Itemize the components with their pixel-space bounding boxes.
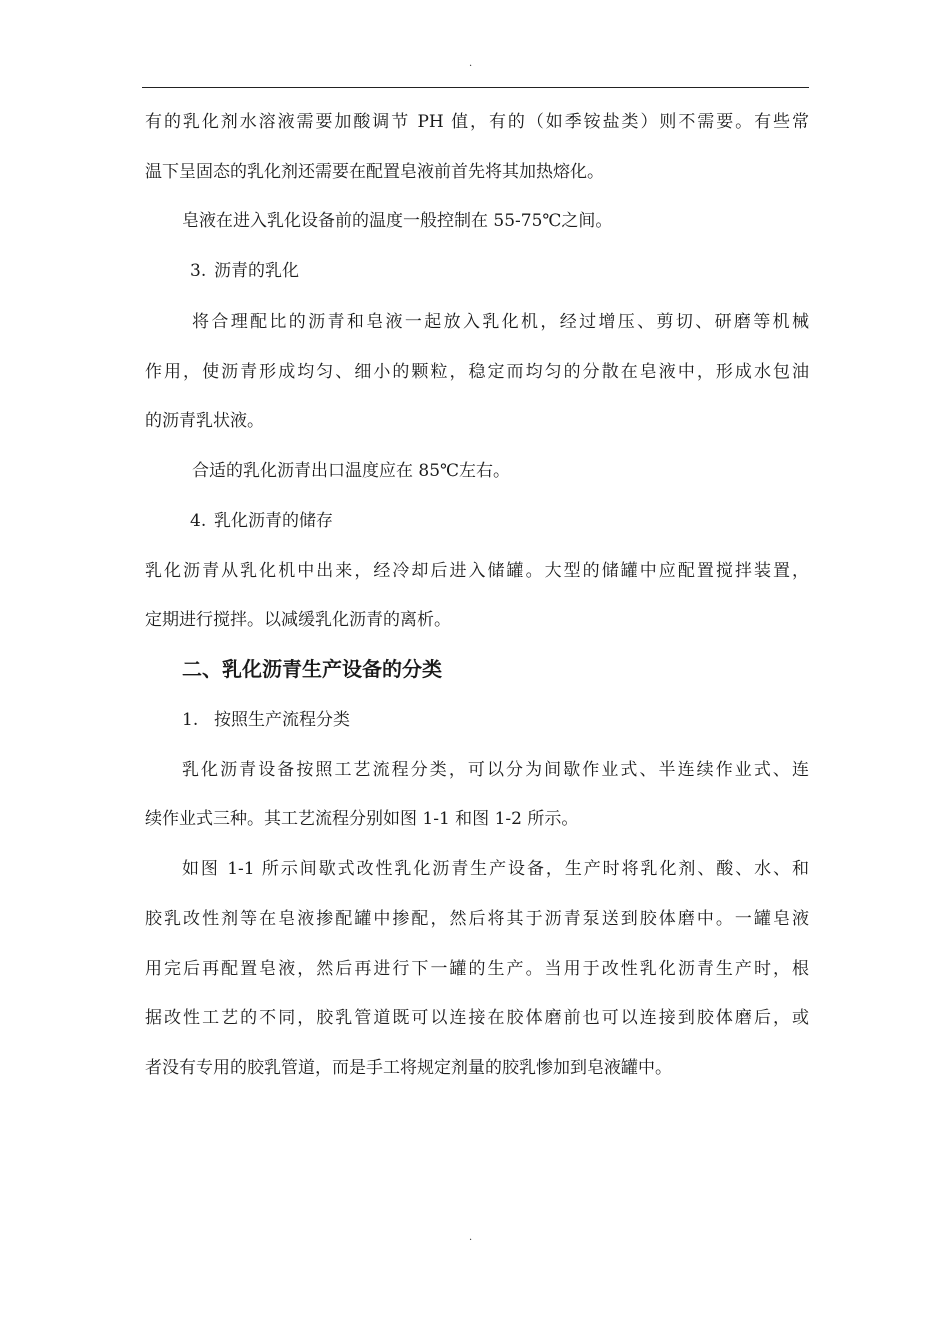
paragraph-line: 据改性工艺的不同，胶乳管道既可以连接在胶体磨前也可以连接到胶体磨后，或	[145, 1008, 809, 1028]
list-number: 3.	[190, 261, 207, 281]
header-rule	[142, 87, 809, 88]
list-item-label: 按照生产流程分类	[214, 710, 350, 730]
list-number: 1.	[182, 710, 199, 730]
paragraph-line: 作用，使沥青形成均匀、细小的颗粒，稳定而均匀的分散在皂液中，形成水包油	[145, 362, 809, 382]
paragraph-line: 胶乳改性剂等在皂液掺配罐中掺配，然后将其于沥青泵送到胶体磨中。一罐皂液	[145, 909, 809, 929]
paragraph-line: 用完后再配置皂液，然后再进行下一罐的生产。当用于改性乳化沥青生产时，根	[145, 959, 809, 979]
paragraph-line: 定期进行搅拌。以减缓乳化沥青的离析。	[145, 610, 451, 630]
list-item-4	[190, 509, 854, 533]
section-heading: 二、乳化沥青生产设备的分类	[182, 657, 442, 681]
paragraph-line: 皂液在进入乳化设备前的温度一般控制在 55-75℃之间。	[182, 211, 613, 231]
list-item-label: 乳化沥青的储存	[214, 511, 333, 531]
paragraph-line: 如图 1-1 所示间歇式改性乳化沥青生产设备，生产时将乳化剂、酸、水、和	[182, 859, 809, 879]
list-item-1	[182, 708, 846, 732]
paragraph-line: 乳化沥青从乳化机中出来，经冷却后进入储罐。大型的储罐中应配置搅拌装置，	[145, 561, 809, 581]
paragraph-line: 合适的乳化沥青出口温度应在 85℃左右。	[192, 461, 511, 481]
list-item-3	[190, 259, 854, 283]
paragraph-line: 的沥青乳状液。	[145, 411, 264, 431]
paragraph-line: 续作业式三种。其工艺流程分别如图 1-1 和图 1-2 所示。	[145, 809, 579, 829]
paragraph-line: 有的乳化剂水溶液需要加酸调节 PH 值，有的（如季铵盐类）则不需要。有些常	[145, 112, 809, 132]
header-mark: .	[469, 58, 473, 69]
paragraph-line: 者没有专用的胶乳管道，而是手工将规定剂量的胶乳惨加到皂液罐中。	[145, 1058, 672, 1078]
paragraph-line: 乳化沥青设备按照工艺流程分类，可以分为间歇作业式、半连续作业式、连	[182, 760, 809, 780]
paragraph-line: 将合理配比的沥青和皂液一起放入乳化机，经过增压、剪切、研磨等机械	[192, 312, 809, 332]
footer-mark: .	[469, 1232, 473, 1243]
list-number: 4.	[190, 511, 207, 531]
paragraph-line: 温下呈固态的乳化剂还需要在配置皂液前首先将其加热熔化。	[145, 162, 604, 182]
list-item-label: 沥青的乳化	[214, 261, 299, 281]
